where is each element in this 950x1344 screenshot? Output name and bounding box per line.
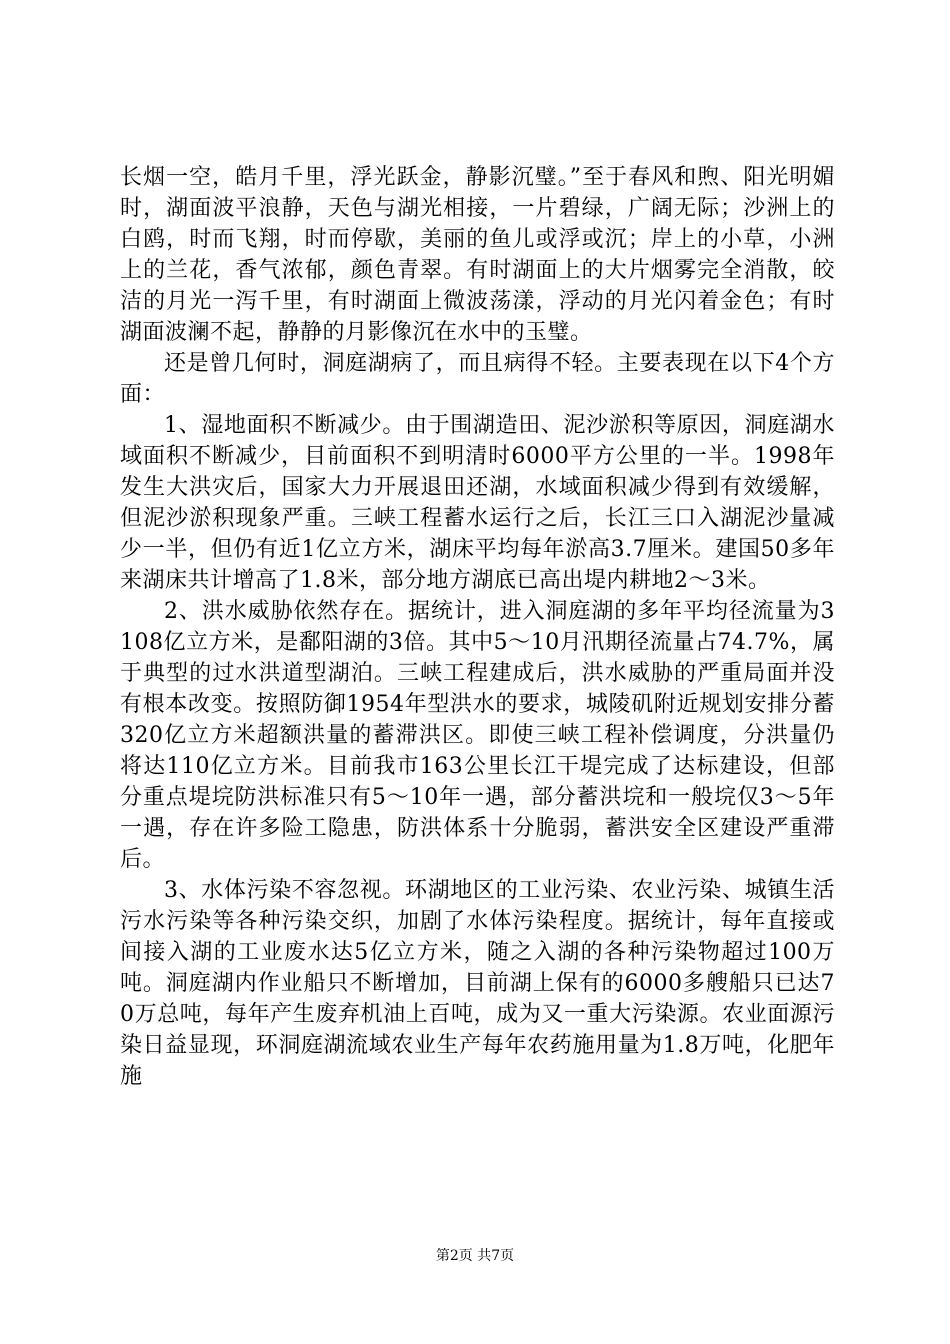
page-number-footer: 第2页 共7页 (435, 1248, 515, 1264)
document-body (120, 162, 835, 1092)
paragraph-4: 2、洪水威胁依然存在。据统计，进入洞庭湖的多年平均径流量为3108亿立方米，是鄱阳湖的3倍。其中5～10月汛期径流量占74.7%，属于典型的过水洪道型湖泊。三峡工程建成后，洪水威胁的严重局面并没有根本改变。按照防御1954年型洪水的要求，城陵矶附近规划安排分蓄320亿立方米超额洪量的蓄滞洪区。即使三峡工程补偿调度，分洪量仍将达110亿立方米。目前我市163公里长江干堤完成了达标建设，但部分重点堤垸防洪标准只有5～10年一遇，部分蓄洪垸和一般垸仅3～5年一遇，存在许多险工隐患，防洪体系十分脆弱，蓄洪安全区建设严重滞后。 (120, 599, 835, 872)
paragraph-3: 1、湿地面积不断减少。由于围湖造田、泥沙淤积等原因，洞庭湖水域面积不断减少，目前面积不到明清时6000平方公里的一半。1998年发生大洪灾后，国家大力开展退田还湖，水域面积减少得到有效缓解，但泥沙淤积现象严重。三峡工程蓄水运行之后，长江三口入湖泥沙量减少一半，但仍有近1亿立方米，湖床平均每年淤高3.7厘米。建国50多年来湖床共计增高了1.8米，部分地方湖底已高出堤内耕地2～3米。 (120, 413, 835, 593)
paragraph-1: 长烟一空，皓月千里，浮光跃金，静影沉璧。”至于春风和煦、阳光明媚时，湖面波平浪静，天色与湖光相接，一片碧绿，广阔无际；沙洲上的白鸥，时而飞翔，时而停歇，美丽的鱼儿或浮或沉；岸上的小草，小洲上的兰花，香气浓郁，颜色青翠。有时湖面上的大片烟雾完全消散，皎洁的月光一泻千里，有时湖面上微波荡漾，浮动的月光闪着金色；有时湖面波澜不起，静静的月影像沉在水中的玉璧。 (120, 165, 835, 345)
paragraph-5: 3、水体污染不容忽视。环湖地区的工业污染、农业污染、城镇生活污水污染等各种污染交织，加剧了水体污染程度。据统计，每年直接或间接入湖的工业废水达5亿立方米，随之入湖的各种污染物超过100万吨。洞庭湖内作业船只不断增加，目前湖上保有的6000多艘船只已达70万总吨，每年产生废弃机油上百吨，成为又一重大污染源。农业面源污染日益显现，环洞庭湖流域农业生产每年农药施用量为1.8万吨，化肥年施 (120, 878, 835, 1089)
paragraph-2: 还是曾几何时，洞庭湖病了，而且病得不轻。主要表现在以下4个方面： (120, 351, 835, 407)
